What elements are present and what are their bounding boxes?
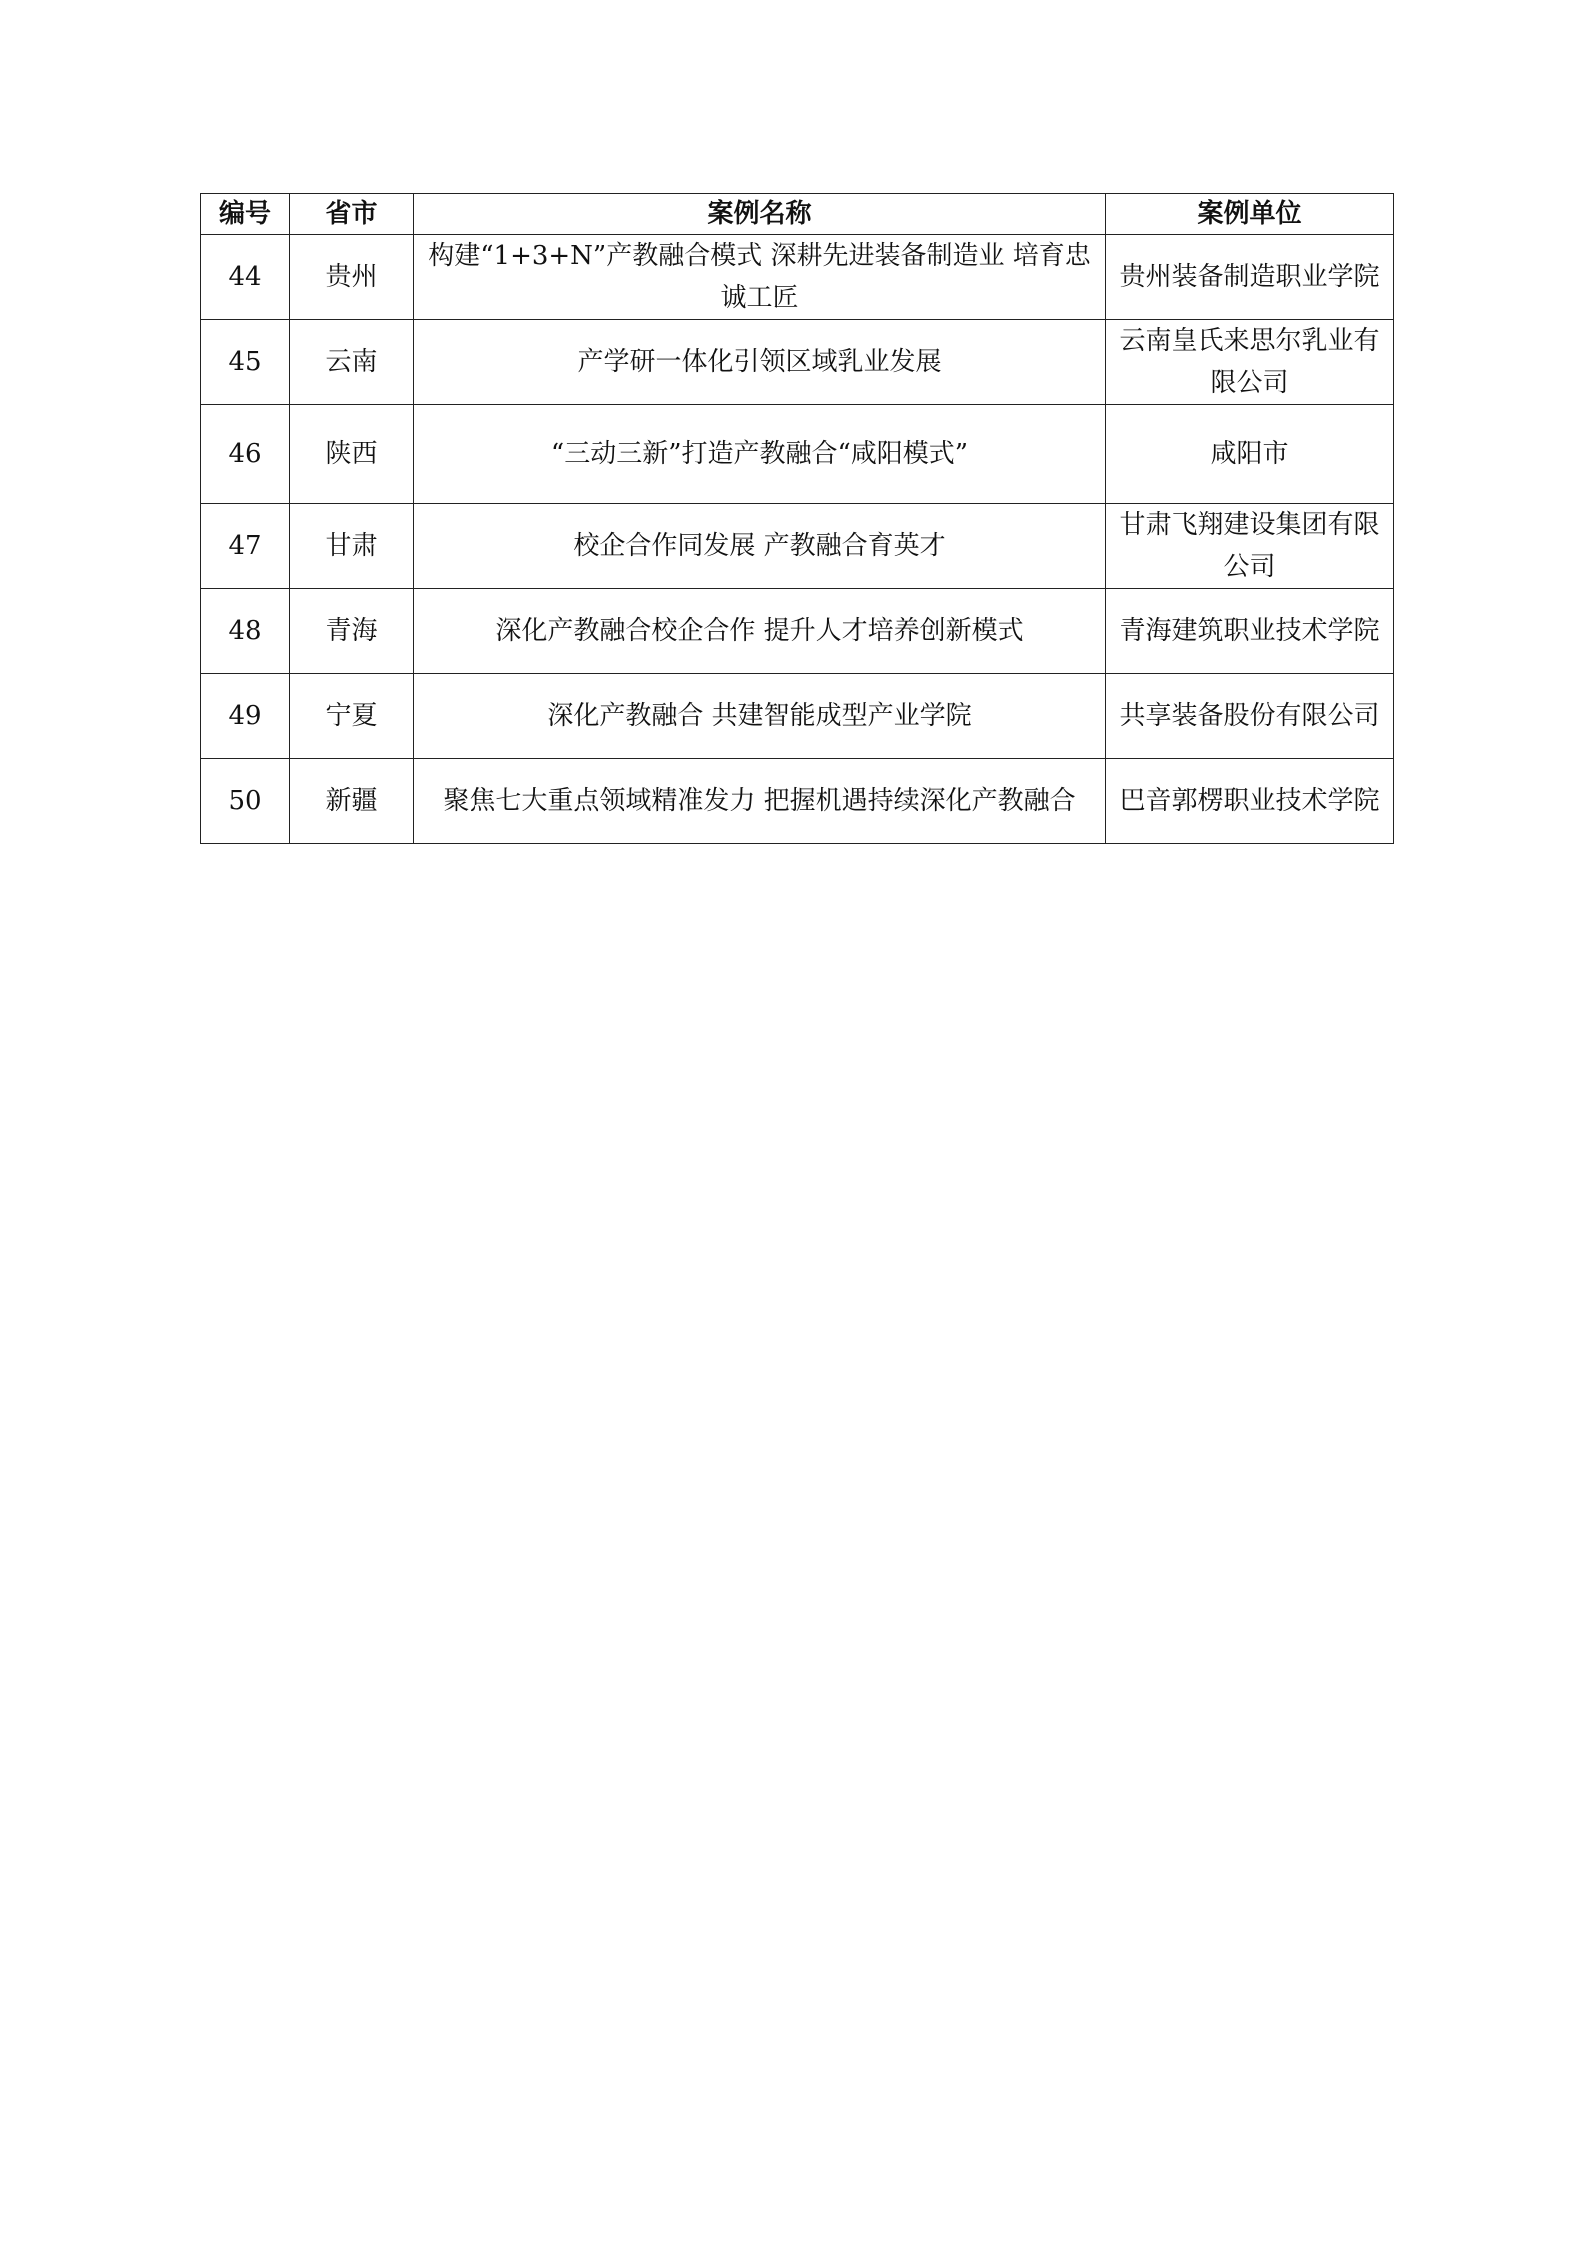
header-number: 编号 xyxy=(201,194,290,235)
cell-number: 44 xyxy=(201,235,290,320)
cell-case-name: 聚焦七大重点领域精准发力 把握机遇持续深化产教融合 xyxy=(414,759,1106,844)
cell-case-unit: 咸阳市 xyxy=(1106,405,1394,504)
cell-province: 青海 xyxy=(290,589,414,674)
cell-province: 甘肃 xyxy=(290,504,414,589)
cell-case-unit: 青海建筑职业技术学院 xyxy=(1106,589,1394,674)
cell-case-unit: 贵州装备制造职业学院 xyxy=(1106,235,1394,320)
cell-number: 49 xyxy=(201,674,290,759)
cell-province: 新疆 xyxy=(290,759,414,844)
table-header-row xyxy=(201,194,1394,235)
cell-number: 50 xyxy=(201,759,290,844)
table-row xyxy=(201,589,1394,674)
case-table xyxy=(200,193,1394,844)
cell-case-unit: 共享装备股份有限公司 xyxy=(1106,674,1394,759)
cell-case-unit: 甘肃飞翔建设集团有限公司 xyxy=(1106,504,1394,589)
cell-case-unit: 云南皇氏来思尔乳业有限公司 xyxy=(1106,320,1394,405)
table-row xyxy=(201,504,1394,589)
cell-case-name: 构建“1+3+N”产教融合模式 深耕先进装备制造业 培育忠诚工匠 xyxy=(414,235,1106,320)
table-row xyxy=(201,759,1394,844)
table-row xyxy=(201,235,1394,320)
header-case-name: 案例名称 xyxy=(414,194,1106,235)
cell-province: 宁夏 xyxy=(290,674,414,759)
cell-province: 陕西 xyxy=(290,405,414,504)
cell-case-name: 深化产教融合 共建智能成型产业学院 xyxy=(414,674,1106,759)
table-row xyxy=(201,405,1394,504)
header-case-unit: 案例单位 xyxy=(1106,194,1394,235)
cell-number: 46 xyxy=(201,405,290,504)
cell-province: 云南 xyxy=(290,320,414,405)
cell-number: 45 xyxy=(201,320,290,405)
table-row xyxy=(201,320,1394,405)
cell-number: 48 xyxy=(201,589,290,674)
cell-case-unit: 巴音郭楞职业技术学院 xyxy=(1106,759,1394,844)
cell-case-name: “三动三新”打造产教融合“咸阳模式” xyxy=(414,405,1106,504)
table-row xyxy=(201,674,1394,759)
cell-case-name: 产学研一体化引领区域乳业发展 xyxy=(414,320,1106,405)
cell-number: 47 xyxy=(201,504,290,589)
header-province: 省市 xyxy=(290,194,414,235)
cell-province: 贵州 xyxy=(290,235,414,320)
cell-case-name: 校企合作同发展 产教融合育英才 xyxy=(414,504,1106,589)
cell-case-name: 深化产教融合校企合作 提升人才培养创新模式 xyxy=(414,589,1106,674)
